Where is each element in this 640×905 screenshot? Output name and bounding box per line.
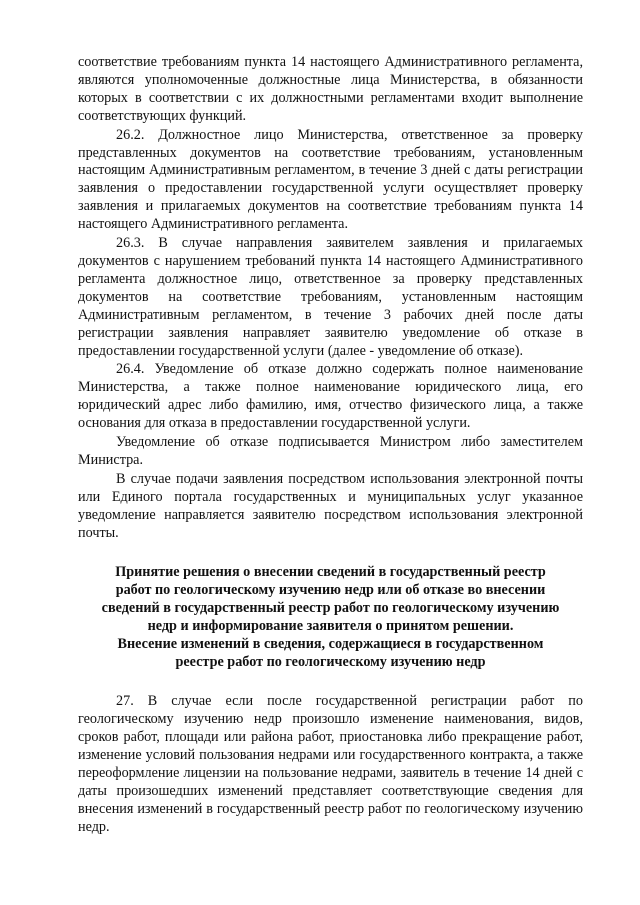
- paragraph-26-4: 26.4. Уведомление об отказе должно содержать полное наименование Министерства, а также полное наименование юридического лица, его юридический адрес либо фамилию, имя, отчество физического лица, а также основания для отказа в предоставлении государственной услуги.: [78, 361, 583, 432]
- paragraph-26-3: 26.3. В случае направления заявителем заявления и прилагаемых документов с нарушением требований пункта 14 настоящего Административного регламента должностное лицо, ответственное за проверку представленных документов на соответствие требованиям, установленным настоящим Административным регламентом, в течение 3 рабочих дней после даты регистрации заявления направляет заявителю уведомление об отказе в предоставлении государственной услуги (далее - уведомление об отказе).: [78, 235, 583, 359]
- document-page: [78, 54, 583, 837]
- section-heading-line: сведений в государственный реестр работ по геологическому изучению: [101, 600, 560, 617]
- section-heading-line: Внесение изменений в сведения, содержащиеся в государственном: [117, 636, 544, 653]
- section-heading-line: недр и информирование заявителя о принятом решении.: [147, 618, 514, 635]
- paragraph-continuation: соответствие требованиям пункта 14 настоящего Административного регламента, являются уполномоченные должностные лица Министерства, в обязанности которых в соответствии с их должностными регламентами входит выполнение соответствующих функций.: [78, 54, 583, 124]
- section-heading: [78, 563, 583, 671]
- section-heading-line: реестре работ по геологическому изучению недр: [175, 654, 486, 671]
- paragraph-signature-note: Уведомление об отказе подписывается Министром либо заместителем Министра.: [78, 434, 583, 468]
- section-heading-line: Принятие решения о внесении сведений в государственный реестр: [115, 564, 546, 581]
- paragraph-27: 27. В случае если после государственной регистрации работ по геологическому изучению недр произошло изменение наименования, видов, сроков работ, площади или района работ, приостановка либо прекращение работ, изменение условий пользования недрами или государственного контракта, а также переоформление лицензии на пользование недрами, заявитель в течение 14 дней с даты произошедших изменений представляет соответствующие сведения для внесения изменений в государственный реестр работ по геологическому изучению недр.: [78, 693, 583, 835]
- paragraph-electronic-notice: В случае подачи заявления посредством использования электронной почты или Единого портала государственных и муниципальных услуг указанное уведомление направляется заявителю посредством использования электронной почты.: [78, 470, 583, 541]
- section-heading-line: работ по геологическому изучению недр или об отказе во внесении: [115, 582, 546, 599]
- paragraph-26-2: 26.2. Должностное лицо Министерства, ответственное за проверку представленных документов на соответствие требованиям, установленным настоящим Административным регламентом, в течение 3 дней с даты регистрации заявления о предоставлении государственной услуги осуществляет проверку заявления и прилагаемых документов на соответствие требованиям пункта 14 настоящего Административного регламента.: [78, 126, 583, 233]
